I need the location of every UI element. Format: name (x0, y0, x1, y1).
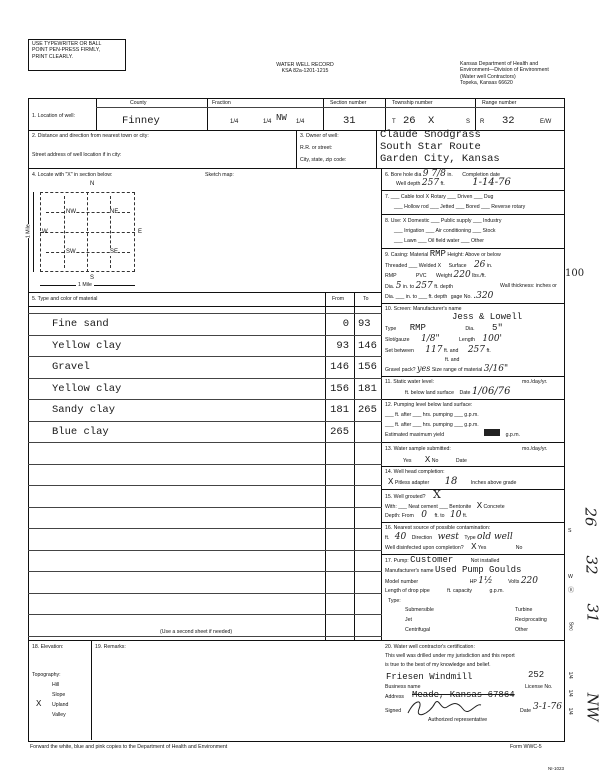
margin-note-nw: NW (583, 692, 602, 722)
margin-sec: Sec (567, 621, 574, 631)
bore-dia: 9 7/8 (422, 169, 446, 179)
pump-customer: Customer (410, 555, 454, 565)
casing-rmp: RMP (385, 273, 397, 279)
pump-cap: capacity (452, 588, 472, 594)
method-line2: ___ Hollow rod ___ Jetted ___ Bored ___ Reverse rotary (394, 204, 526, 210)
static-date-label: Date (459, 390, 471, 396)
screen-dia: 5" (492, 323, 503, 333)
gravel-size-label: Size range of material (431, 367, 483, 373)
map-ne: NE (110, 209, 119, 215)
topo-valley: Valley (52, 712, 66, 718)
table-rule (28, 313, 382, 314)
topo-upland-x: X (36, 699, 42, 709)
casing-weight: 220 (453, 270, 471, 280)
casing-label: 9. Casing: Material (385, 252, 429, 258)
pump-other: Other (515, 627, 528, 633)
grout-depth-label: Depth: From (385, 513, 414, 519)
screen-length-label: Length (459, 337, 475, 343)
casing-in: in. (486, 263, 493, 269)
township-value: 26 (403, 115, 416, 127)
casing-margin: 100 (565, 268, 585, 279)
township-label: Township number (392, 100, 433, 106)
screen-line4: ft. and (445, 357, 460, 363)
locate-label: 4. Locate with "X" in section below: (32, 172, 113, 178)
grout-with: With: ___ Neat cement ___ Bentonite (385, 504, 472, 510)
disinfect-yes: Yes (477, 545, 487, 551)
pump-volts-label: Volts (508, 579, 520, 585)
footer-right: Form WWC-5 (510, 744, 542, 750)
business-label: Business name (385, 684, 421, 690)
fraction-1: 1/4 (230, 119, 239, 125)
margin-note-26: 26 (581, 507, 600, 527)
sample-x: X (424, 455, 431, 465)
material-cell: Yellow clay (52, 339, 122, 352)
disinfect-x: X (471, 542, 477, 552)
notice-line-3: PRINT CLEARLY. (32, 53, 73, 60)
contam-type-label: Type (464, 535, 476, 541)
form-title-line2: KSA 82a-1201-1215 (281, 68, 329, 75)
grout-ft: ft. (462, 513, 468, 519)
completion-label: Completion date (462, 172, 501, 178)
cert-label: 20. Water well contractor's certification: (385, 644, 475, 650)
fraction-2: 1/4 (263, 119, 272, 125)
fraction-label: Fraction (212, 100, 231, 106)
pump-drop-ft: ft. (447, 588, 452, 594)
bore-label: 6. Bore hole dia (385, 172, 422, 178)
pump-label: 17. Pump: (385, 558, 409, 564)
from-cell: 93 (336, 339, 349, 352)
pumping-line2: ___ ft. after ___ hrs. pumping ___ g.p.m. (385, 422, 479, 428)
screen-slot: 1/8" (420, 334, 440, 344)
topography-label: Topography: (32, 672, 61, 678)
agency-line-2: Environment—Division of Environment (460, 67, 549, 74)
elevation-label: 18. Elevation: (32, 644, 64, 650)
casing-lbsft: lbs./ft. (472, 273, 487, 279)
pitless-value: 18 (444, 476, 458, 487)
material-cell: Sandy clay (52, 404, 116, 416)
pitless-label: Pitless adapter (394, 480, 430, 486)
date-label: Date (520, 708, 531, 714)
range-value: 32 (502, 115, 515, 127)
second-sheet-note: (Use a second sheet if needed) (160, 629, 233, 635)
agency-line-4: Topeka, Kansas 66620 (460, 80, 513, 87)
to-cell: 181 (358, 382, 377, 395)
casing-to: in. to (402, 284, 415, 290)
cert-date: 3-1-76 (533, 702, 562, 712)
table-rule (28, 485, 382, 486)
static-unit: mo./day/yr. (522, 379, 548, 385)
pump-mfr: Used Pump Goulds (435, 565, 522, 575)
screen-length: 100' (482, 334, 503, 344)
contam-type: old well (477, 532, 513, 542)
margin-quarter-1: 1/4 (566, 671, 573, 679)
casing-pvc: PVC (415, 273, 427, 279)
street-address-label: Street address of well location if in city: (32, 152, 122, 158)
pitless-x: X (388, 477, 394, 487)
grouted-x: X (433, 488, 441, 501)
sample-yes: Yes (403, 458, 412, 464)
margin-quarter-2: 1/4 (566, 689, 573, 697)
disinfect-no: No (515, 545, 523, 551)
contamination-label: 16. Nearest source of possible contamination: (385, 525, 491, 531)
grout-from: 0 (421, 510, 428, 520)
map-west: W (42, 229, 48, 235)
sample-no: No (431, 458, 439, 464)
material-cell: Blue clay (52, 425, 109, 438)
mile-horizontal: 1 Mile (78, 282, 92, 288)
yield-gpm: g.p.m. (505, 432, 520, 438)
static-label: 11. Static water level: (385, 379, 434, 385)
pumping-line1: ___ ft. after ___ hrs. pumping ___ g.p.m. (385, 412, 479, 418)
map-south: S (90, 275, 95, 281)
from-cell: 181 (330, 404, 349, 416)
table-rule (28, 636, 382, 637)
screen-set-from: 117 (425, 345, 443, 355)
grout-ftto: ft. to (434, 513, 445, 519)
use-line2: ___ Irrigation ___ Air conditioning ___ Stock (394, 228, 496, 234)
depth-value: 257 (421, 178, 440, 188)
use-line3: ___ Lawn ___ Oil field water ___ Other (394, 238, 484, 244)
screen-label: 10. Screen: Manufacturer's name (385, 306, 462, 312)
distance-label: 2. Distance and direction from nearest town or city: (32, 133, 149, 139)
gravel-value: yes (417, 364, 431, 373)
form-title (250, 62, 360, 75)
material-cell: Fine sand (52, 318, 109, 330)
screen-mfr: Jess & Lowell (452, 312, 523, 322)
screen-set-to: 257 (467, 345, 485, 355)
grouted-label: 15. Well grouted? (385, 494, 426, 500)
casing-gauge-label: gage No. (450, 294, 472, 300)
pump-hp: 1½ (478, 576, 493, 586)
city-value: Garden City, Kansas (380, 153, 500, 165)
material-cell: Yellow clay (52, 382, 122, 395)
agency-block (460, 61, 590, 87)
pump-recip: Reciprocating (515, 617, 547, 623)
notice-line-1: USE TYPEWRITER OR BALL (32, 41, 102, 47)
pump-hp-label: HP (469, 579, 477, 585)
location-label: 1. Location of well: (32, 113, 75, 119)
remarks-label: 19. Remarks: (95, 644, 126, 650)
business-name: Friesen Windmill (386, 672, 473, 682)
section-grid (40, 192, 135, 272)
margin-r: Ⓡ (568, 588, 575, 594)
casing-weight-label: Weight (436, 273, 453, 279)
casing-welded: Threaded ___ Welded X (385, 263, 442, 269)
address-label: Address (385, 694, 405, 700)
depth-ft: ft. (440, 181, 445, 187)
table-rule (28, 528, 382, 529)
pump-cent: Centrifugal (405, 627, 431, 633)
notice-box (28, 39, 126, 71)
casing-gauge: .320 (473, 291, 494, 301)
screen-slot-label: Slot/gauze (385, 337, 410, 343)
topo-slope: Slope (52, 692, 66, 698)
township-suffix: S (466, 119, 471, 125)
to-cell: 156 (358, 361, 377, 373)
concrete-x: X (476, 501, 483, 511)
casing-depth-label: ft. depth (434, 284, 453, 290)
from-cell: 0 (342, 318, 349, 330)
rr-label: R.R. or street: (300, 145, 333, 151)
footer-left: Forward the white, blue and pink copies to the Department of Health and Environment (30, 744, 228, 750)
signature (405, 697, 485, 717)
signed-label: Signed (385, 708, 402, 714)
street-value: South Star Route (380, 141, 481, 153)
table-rule (28, 614, 382, 615)
static-date: 1/06/76 (471, 386, 511, 397)
contam-dir: west (437, 532, 459, 542)
completion-date: 1-14-76 (472, 177, 511, 188)
map-nw: NW (66, 209, 76, 215)
authorized-label: Authorized representative (428, 717, 488, 723)
pump-jet: Jet (405, 617, 412, 623)
section-number-label: Section number (330, 100, 367, 106)
screen-set-ft: ft. and (443, 348, 459, 354)
wellhead-label: 14. Well head completion: (385, 469, 445, 475)
pump-type: Type: (388, 598, 401, 604)
from-cell: 265 (330, 425, 349, 438)
form-title-line1: WATER WELL RECORD (276, 62, 334, 68)
table-rule (28, 550, 382, 551)
from-cell: 146 (330, 361, 349, 373)
depth-label: Well depth (396, 181, 421, 187)
map-se: SE (110, 249, 119, 255)
topo-upland: Upland (52, 702, 69, 708)
use-line1: 8. Use: X Domestic ___ Public supply ___ Industry (385, 218, 502, 224)
pump-volts: 220 (520, 576, 538, 586)
range-label: Range number (482, 100, 517, 106)
section-number-value: 31 (343, 115, 356, 127)
topo-hill: Hill (52, 682, 60, 688)
casing-dia-label: Dia. (385, 284, 395, 290)
map-sw: SW (66, 249, 76, 255)
casing-height-label: Height: Above or below (447, 252, 501, 258)
sketch-label: Sketch map: (205, 172, 234, 178)
table-rule (28, 571, 382, 572)
owner-value: Claude Snodgrass (380, 129, 481, 141)
table-rule (28, 464, 382, 465)
pump-drop: Length of drop pipe (385, 588, 430, 594)
grout-to: 10 (450, 510, 462, 520)
fraction-2-value: NW (276, 113, 287, 123)
to-cell: 265 (358, 404, 377, 416)
map-north: N (90, 181, 95, 187)
township-prefix: T (392, 119, 396, 125)
to-header: To (363, 296, 369, 302)
gravel-size: 3/16" (483, 364, 509, 374)
address-value: Meade, Kansas 67864 (412, 690, 515, 700)
casing-wall-label: Wall thickness: inches or (500, 283, 557, 289)
casing-surface-label: Surface (448, 263, 467, 269)
table-rule (28, 399, 382, 400)
pumping-label: 12. Pumping level below land surface: (385, 402, 473, 408)
map-east: E (138, 229, 143, 235)
disinfect-label: Well disinfected upon completion? (385, 545, 464, 551)
screen-set-end: ft. (486, 348, 491, 354)
margin-w: W (568, 574, 573, 580)
table-rule (28, 593, 382, 594)
township-mark: X (428, 115, 435, 127)
screen-type: RMP (409, 323, 426, 333)
license-label: License No. (525, 684, 553, 690)
screen-set-label: Set between (385, 348, 414, 354)
pitless-above: Inches above grade (470, 480, 517, 486)
range-prefix: R (480, 119, 485, 125)
casing-dia: 5 (395, 281, 402, 291)
notice-line-2: POINT PEN-PRESS FIRMLY, (32, 47, 101, 54)
pump-sub: Submersible (405, 607, 434, 613)
table-rule (28, 356, 382, 357)
material-cell: Gravel (52, 361, 90, 373)
county-value: Finney (122, 115, 160, 127)
to-cell: 146 (358, 339, 377, 352)
agency-line-3: (Water well Contractors) (460, 73, 516, 80)
casing-to-value: 257 (415, 281, 433, 291)
table-rule (28, 442, 382, 443)
cert-line2: is true to the best of my knowledge and belief. (385, 662, 491, 668)
owner-label: 3. Owner of well: (300, 133, 339, 139)
range-ew: E/W (540, 119, 552, 125)
grout-concrete: Concrete (483, 504, 505, 510)
county-label: County (130, 100, 147, 106)
static-line2: ft. below land surface (405, 390, 455, 396)
agency-line-1: Kansas Department of Health and (460, 61, 539, 67)
margin-note-31: 31 (583, 603, 602, 623)
sample-label: 13. Water sample submitted: (385, 446, 451, 452)
contam-ft-label: ft. (385, 535, 390, 541)
table-rule (28, 378, 382, 379)
license-number: 252 (528, 670, 545, 680)
contam-ft: 40 (394, 532, 407, 542)
screen-type-label: Type (385, 326, 397, 332)
pump-mfr-label: Manufacturer's name (385, 568, 434, 574)
casing-material: RMP (429, 249, 446, 259)
table-rule (28, 507, 382, 508)
bore-in: in. (447, 172, 453, 178)
sample-unit: mo./day/yr. (522, 446, 548, 452)
sample-date: Date (455, 458, 467, 464)
footer-code: NI-1023 (548, 766, 565, 771)
city-label: City, state, zip code: (300, 157, 347, 163)
from-cell: 156 (330, 382, 349, 395)
table-rule (28, 421, 382, 422)
screen-dia-label: Dia. (465, 326, 475, 332)
cert-line1: This well was drilled under my jurisdiction and this report (385, 653, 515, 659)
pump-turbine: Turbine (515, 607, 533, 613)
pump-gpm: g.p.m. (489, 588, 504, 594)
casing-surface: 26 (473, 260, 486, 270)
material-header: 5. Type and color of material (32, 296, 98, 302)
method-line1: 7. ___ Cable tool X Rotary ___ Driven ___ Dug (385, 194, 494, 200)
mile-vertical: 1 Mile (25, 224, 32, 239)
fraction-3: 1/4 (296, 119, 305, 125)
gravel-label: Gravel pack? (385, 367, 416, 373)
to-cell: 93 (358, 318, 371, 330)
pump-not-installed: Not installed (470, 558, 500, 564)
margin-quarter-3: 1/4 (566, 707, 573, 715)
pump-model: Model number (385, 579, 419, 585)
margin-s: S (568, 528, 572, 534)
casing-dia2: Dia. ___ in. to ___ ft. depth (385, 294, 448, 300)
margin-note-32: 32 (582, 555, 601, 575)
contam-dir-label: Direction (411, 535, 433, 541)
from-header: From (332, 296, 345, 302)
table-rule (28, 335, 382, 336)
yield-label: Estimated maximum yield (385, 432, 445, 438)
